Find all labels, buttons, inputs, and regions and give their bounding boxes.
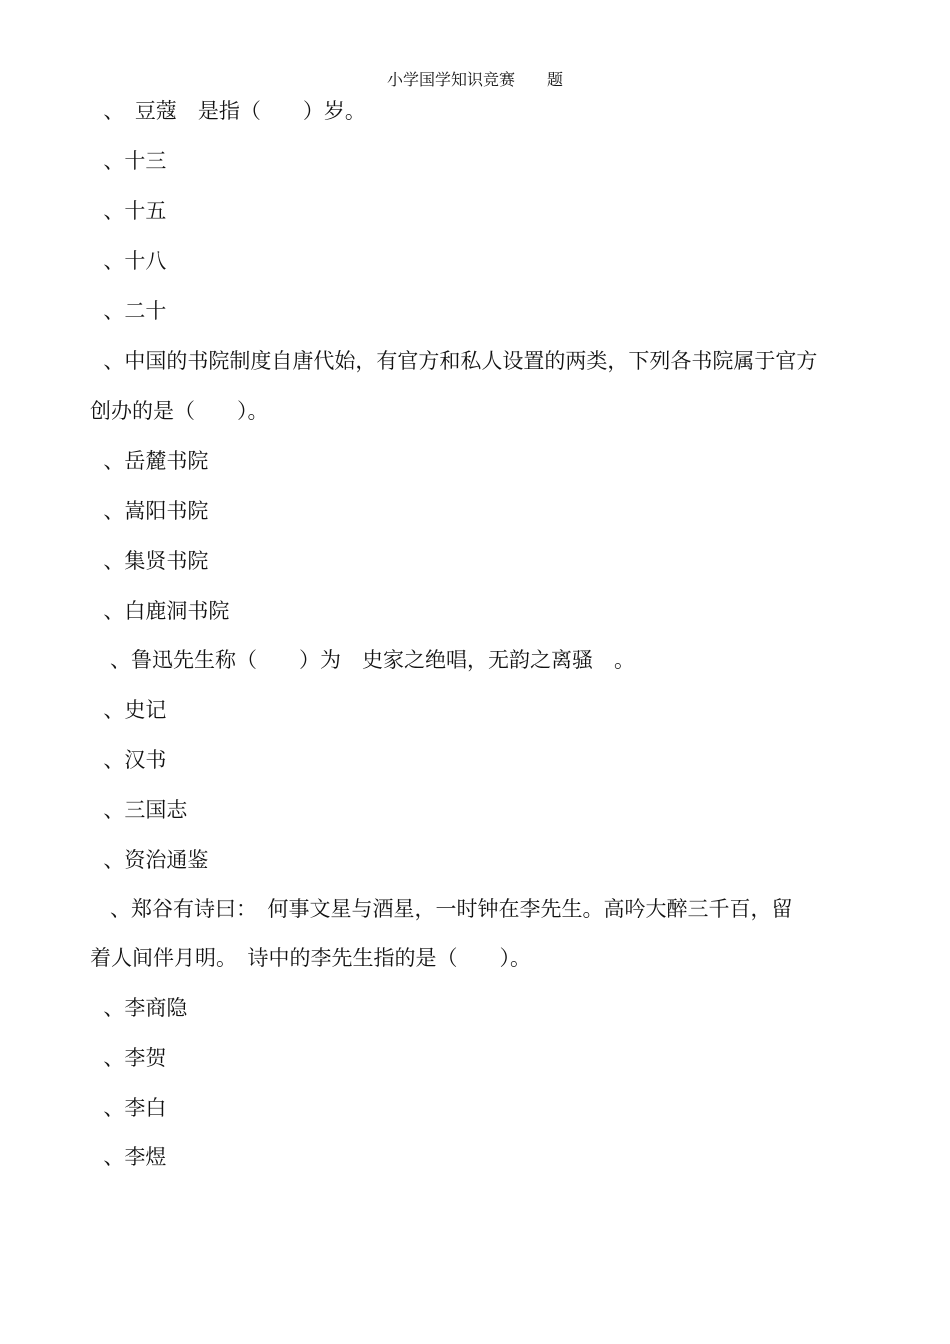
- question-4-option-c: 、李白: [90, 1096, 167, 1120]
- question-4-stem-line-2: 着人间伴月明。 诗中的李先生指的是（ ）。: [90, 946, 531, 970]
- question-4-stem-line-1: 、郑谷有诗曰： 何事文星与酒星，一时钟在李先生。高吟大醉三千百，留: [90, 897, 793, 921]
- question-4-option-a: 、李商隐: [90, 996, 188, 1020]
- question-3-option-a: 、史记: [90, 698, 167, 722]
- question-2-option-c: 、集贤书院: [90, 549, 209, 573]
- page-header: 小学国学知识竞赛 题: [386, 70, 563, 89]
- question-1-stem: 、 豆蔻 是指（ ）岁。: [90, 99, 366, 123]
- question-3-option-d: 、资治通鉴: [90, 848, 209, 872]
- question-1-option-c: 、十八: [90, 249, 167, 273]
- question-4-option-d: 、李煜: [90, 1145, 167, 1169]
- question-2-option-b: 、嵩阳书院: [90, 499, 209, 523]
- question-2-option-a: 、岳麓书院: [90, 449, 209, 473]
- question-2-stem-line-1: 、中国的书院制度自唐代始，有官方和私人设置的两类，下列各书院属于官方: [90, 349, 818, 373]
- question-2-option-d: 、白鹿洞书院: [90, 599, 230, 623]
- question-2-stem-line-2: 创办的是（ ）。: [90, 399, 269, 423]
- question-1-option-d: 、二十: [90, 299, 167, 323]
- question-4-option-b: 、李贺: [90, 1046, 167, 1070]
- question-1-option-b: 、十五: [90, 199, 167, 223]
- question-3-option-c: 、三国志: [90, 798, 188, 822]
- question-1-option-a: 、十三: [90, 149, 167, 173]
- question-3-option-b: 、汉书: [90, 748, 167, 772]
- question-3-stem: 、鲁迅先生称（ ）为 史家之绝唱，无韵之离骚 。: [90, 648, 636, 672]
